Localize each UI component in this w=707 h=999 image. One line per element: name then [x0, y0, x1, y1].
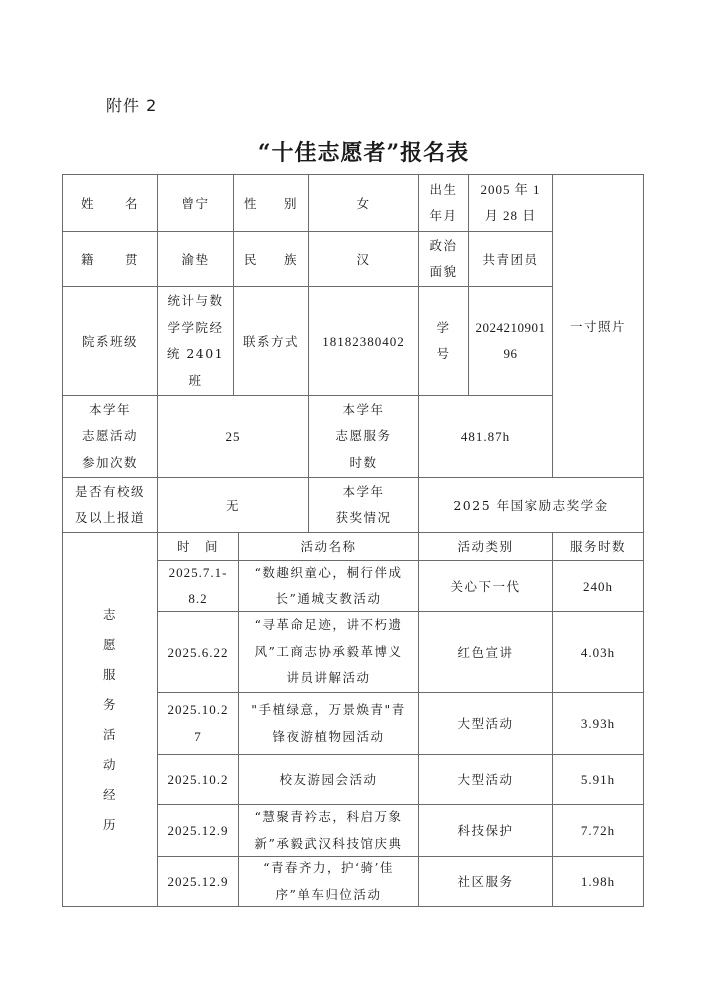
header-time: 时 间 — [157, 532, 239, 561]
attachment-label: 附件 2 — [106, 96, 158, 115]
label-line: 号 — [436, 346, 451, 361]
activity-count-label — [62, 395, 158, 478]
label-char: 性 — [244, 195, 259, 211]
value-line: 2025.10.2 — [167, 702, 229, 717]
label-line: 面貌 — [429, 264, 458, 279]
birth-value — [468, 174, 553, 232]
label-char: 别 — [283, 195, 298, 211]
activity-time: 2025.12.9 — [157, 804, 239, 857]
activity-category: 大型活动 — [418, 754, 553, 805]
header-activity-name: 活动名称 — [238, 532, 419, 561]
label-line: 是否有校级 — [74, 483, 145, 499]
name-label — [62, 174, 158, 232]
activity-name — [238, 804, 419, 857]
value-line: “数趣织童心，桐行伴成 — [254, 564, 403, 580]
label-char: 民 — [244, 251, 259, 267]
ethnicity-value: 汉 — [308, 231, 419, 287]
activity-category: 科技保护 — [418, 804, 553, 857]
value-line: 班 — [188, 372, 203, 388]
photo-placeholder: 一寸照片 — [552, 174, 644, 478]
name-value: 曾宁 — [157, 174, 234, 232]
value-line: 2025.7.1- — [168, 564, 228, 580]
label-line: 及以上报道 — [74, 510, 145, 525]
activity-name: 校友游园会活动 — [238, 754, 419, 805]
value-line: 序”单车归位活动 — [275, 886, 382, 902]
ethnicity-label — [233, 231, 309, 287]
activity-hours: 4.03h — [552, 611, 644, 693]
activity-hours: 240h — [552, 560, 644, 612]
student-id-label — [418, 286, 469, 396]
activity-hours: 1.98h — [552, 856, 644, 907]
value-line: 学学院经 — [167, 319, 224, 335]
activity-count-value: 25 — [157, 395, 309, 478]
label-line: 出生 — [429, 181, 458, 197]
activity-category: 大型活动 — [418, 692, 553, 755]
activity-category: 社区服务 — [418, 856, 553, 907]
label-char: 务 — [102, 696, 117, 712]
native-place-label — [62, 231, 158, 287]
value-line: 96 — [503, 346, 518, 361]
value-line: 长”通城支教活动 — [275, 591, 382, 606]
department-label: 院系班级 — [62, 286, 158, 396]
value-line: 风”工商志协承毅革博义 — [254, 643, 403, 659]
value-line: 统 2401 — [166, 346, 225, 361]
department-value — [157, 286, 234, 396]
political-status-value: 共青团员 — [468, 231, 553, 287]
activity-time — [157, 692, 239, 755]
contact-value: 18182380402 — [308, 286, 419, 396]
gender-value: 女 — [308, 174, 419, 232]
awards-label — [308, 477, 419, 533]
label-char: 活 — [102, 726, 117, 742]
label-char: 服 — [102, 666, 117, 682]
activity-time: 2025.10.2 — [157, 754, 239, 805]
media-report-value: 无 — [157, 477, 309, 533]
label-char: 历 — [102, 816, 117, 832]
gender-label — [233, 174, 309, 232]
label-line: 本学年 — [342, 401, 385, 417]
label-line: 获奖情况 — [335, 510, 392, 525]
value-line: “寻革命足迹，讲不朽遗 — [254, 617, 403, 633]
label-char: 志 — [102, 606, 117, 622]
header-category: 活动类别 — [418, 532, 553, 561]
activity-name — [238, 692, 419, 755]
label-line: 学 — [436, 319, 451, 335]
activity-hours: 3.93h — [552, 692, 644, 755]
value-line: 锋夜游植物园活动 — [272, 728, 385, 744]
activity-time — [157, 560, 239, 612]
header-hours: 服务时数 — [552, 532, 644, 561]
value-line: "手植绿意，万景焕青"青 — [251, 702, 406, 717]
activity-time: 2025.12.9 — [157, 856, 239, 907]
awards-value: 2025 年国家励志奖学金 — [418, 477, 644, 533]
contact-label: 联系方式 — [233, 286, 309, 396]
activity-category: 红色宣讲 — [418, 611, 553, 693]
label-line: 本学年 — [342, 483, 385, 499]
native-place-value: 渝垫 — [157, 231, 234, 287]
label-line: 年月 — [429, 208, 458, 223]
service-hours-label — [308, 395, 419, 478]
form-title: “十佳志愿者”报名表 — [257, 140, 470, 166]
service-hours-value: 481.87h — [418, 395, 553, 478]
label-char: 愿 — [102, 636, 117, 652]
activity-hours: 5.91h — [552, 754, 644, 805]
political-status-label — [418, 231, 469, 287]
value-line: 月 28 日 — [484, 208, 537, 223]
activity-hours: 7.72h — [552, 804, 644, 857]
activity-name — [238, 611, 419, 693]
value-line: “青春齐力，护‘骑’佳 — [263, 860, 394, 875]
experience-section-label — [62, 532, 158, 907]
value-line: 讲员讲解活动 — [286, 670, 371, 686]
value-line: 新”承毅武汉科技馆庆典 — [254, 835, 403, 851]
label-line: 志愿活动 — [81, 428, 138, 444]
label-char: 籍 — [81, 251, 96, 267]
label-char: 贯 — [124, 251, 139, 267]
label-char: 族 — [283, 251, 298, 267]
label-line: 时数 — [349, 454, 378, 470]
label-char: 动 — [102, 756, 117, 772]
label-line: 参加次数 — [81, 454, 138, 470]
label-char: 姓 — [81, 195, 96, 211]
value-line: 统计与数 — [167, 293, 224, 308]
activity-time: 2025.6.22 — [157, 611, 239, 693]
value-line: “慧聚青衿志，科启万象 — [254, 809, 403, 824]
value-line: 2005 年 1 — [480, 181, 541, 197]
label-char: 经 — [102, 786, 117, 802]
birth-label — [418, 174, 469, 232]
label-char: 名 — [124, 195, 139, 211]
value-line: 8.2 — [188, 591, 208, 606]
label-line: 本学年 — [88, 401, 131, 417]
activity-name — [238, 856, 419, 907]
label-line: 政治 — [429, 237, 458, 253]
value-line: 7 — [194, 728, 202, 744]
label-line: 志愿服务 — [335, 428, 392, 444]
student-id-value — [468, 286, 553, 396]
media-report-label — [62, 477, 158, 533]
activity-name — [238, 560, 419, 612]
value-line: 2024210901 — [475, 319, 546, 335]
activity-category: 关心下一代 — [418, 560, 553, 612]
